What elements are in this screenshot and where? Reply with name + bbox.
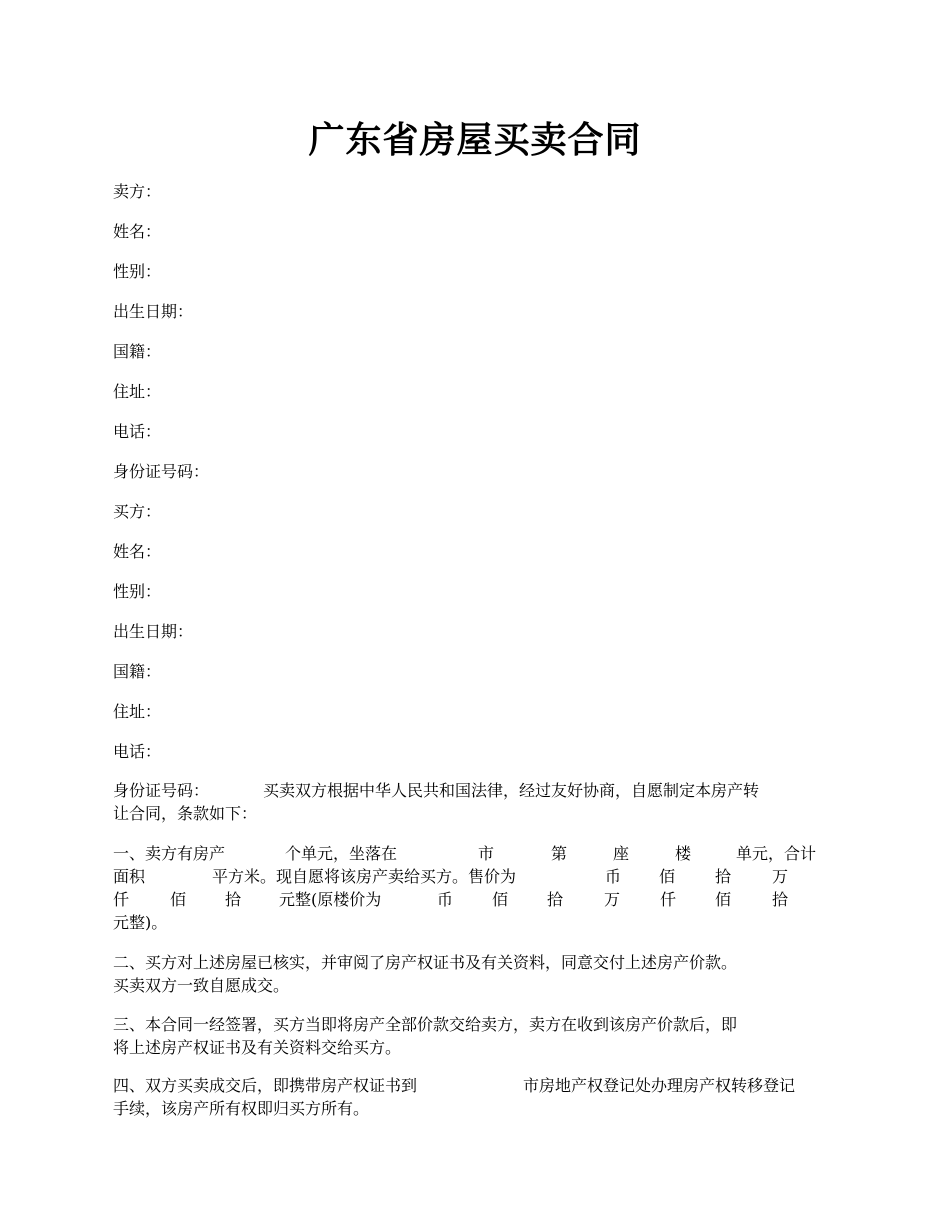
intro-line-1 — [113, 779, 839, 802]
intro-text: 买卖双方根据中华人民共和国法律，经过友好协商，自愿制定本房产转 — [263, 781, 760, 800]
clause-4-line-1 — [113, 1074, 839, 1097]
clause-1-segment: 楼 — [675, 844, 692, 863]
clause-1-segment: 座 — [613, 844, 630, 863]
clause-1-line-3 — [113, 888, 839, 911]
intro-line-2: 让合同，条款如下： — [113, 804, 258, 823]
clause-1-segment: 第 — [551, 844, 568, 863]
seller-address-field: 住址： — [113, 382, 162, 401]
clause-1-segment: 佰 — [170, 890, 187, 909]
clause-1-line-4: 元整)。 — [113, 913, 168, 932]
clause-4-line-2: 手续，该房产所有权即归买方所有。 — [113, 1099, 370, 1118]
buyer-heading: 买方： — [113, 502, 162, 521]
seller-id-field: 身份证号码： — [113, 462, 210, 481]
seller-heading: 卖方： — [113, 182, 162, 201]
buyer-gender-field: 性别： — [113, 582, 162, 601]
clause-3-paragraph — [113, 1013, 839, 1059]
clause-1-segment: 拾 — [547, 890, 564, 909]
clause-3-line-1: 三、本合同一经签署，买方当即将房产全部价款交给卖方，卖方在收到该房产价款后，即 — [113, 1015, 738, 1034]
clause-1-segment: 拾 — [772, 890, 789, 909]
clause-4-segment: 四、双方买卖成交后，即携带房产权证书到 — [113, 1076, 418, 1095]
clause-2-paragraph — [113, 951, 839, 997]
clause-1-segment: 市 — [478, 844, 495, 863]
buyer-address-field: 住址： — [113, 702, 162, 721]
clause-1-segment: 拾 — [225, 890, 242, 909]
clause-1-segment: 仟 — [113, 890, 130, 909]
clause-1-segment: 万 — [772, 867, 789, 886]
document-title: 广东省房屋买卖合同 — [308, 119, 642, 161]
clause-2-line-1: 二、买方对上述房屋已核实，并审阅了房产权证书及有关资料，同意交付上述房产价款。 — [113, 953, 738, 972]
clause-1-segment: 面积 — [113, 867, 146, 886]
clause-1-line-1 — [113, 842, 839, 865]
clause-1-paragraph — [113, 842, 839, 934]
buyer-id-field: 身份证号码： — [113, 781, 210, 800]
clause-1-line-2 — [113, 865, 839, 888]
clause-3-line-2: 将上述房产权证书及有关资料交给买方。 — [113, 1038, 402, 1057]
seller-birthdate-field: 出生日期： — [113, 302, 194, 321]
seller-nationality-field: 国籍： — [113, 342, 162, 361]
buyer-birthdate-field: 出生日期： — [113, 622, 194, 641]
clause-1-segment: 个单元，坐落在 — [285, 844, 398, 863]
clause-1-segment: 单元，合计 — [736, 844, 817, 863]
clause-1-segment: 佰 — [715, 890, 732, 909]
intro-paragraph — [113, 779, 839, 825]
clause-1-segment: 万 — [604, 890, 621, 909]
clause-1-segment: 币 — [605, 867, 622, 886]
clause-2-line-2: 买卖双方一致自愿成交。 — [113, 976, 290, 995]
clause-4-segment: 市房地产权登记处办理房产权转移登记 — [523, 1076, 796, 1095]
seller-gender-field: 性别： — [113, 262, 162, 281]
buyer-phone-field: 电话： — [113, 742, 162, 761]
clause-1-segment: 元整(原楼价为 — [279, 890, 382, 909]
clause-1-segment: 一、卖方有房产 — [113, 844, 226, 863]
clause-1-segment: 佰 — [492, 890, 509, 909]
clause-1-segment: 仟 — [660, 890, 677, 909]
buyer-nationality-field: 国籍： — [113, 662, 162, 681]
clause-1-segment: 拾 — [715, 867, 732, 886]
clause-4-paragraph — [113, 1074, 839, 1120]
seller-name-field: 姓名： — [113, 222, 162, 241]
seller-phone-field: 电话： — [113, 422, 162, 441]
buyer-name-field: 姓名： — [113, 542, 162, 561]
clause-1-segment: 币 — [437, 890, 454, 909]
clause-1-segment: 平方米。现自愿将该房产卖给买方。售价为 — [212, 867, 517, 886]
clause-1-segment: 佰 — [659, 867, 676, 886]
